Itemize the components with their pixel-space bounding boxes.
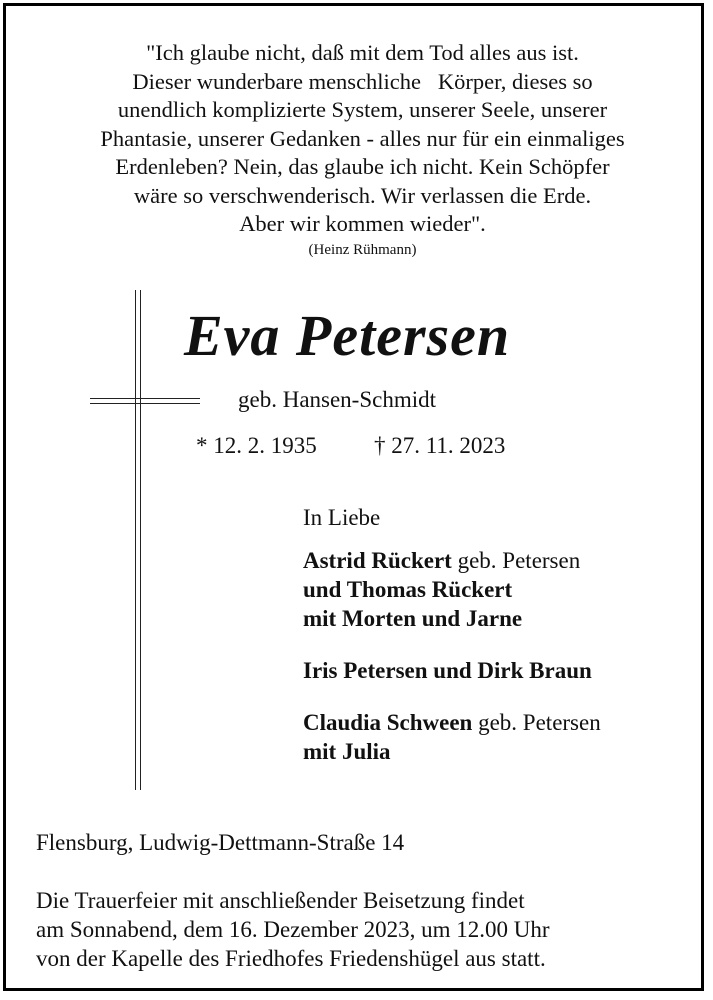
mourner-line xyxy=(303,604,601,633)
mourners-intro: In Liebe xyxy=(303,505,381,530)
mourner-name: Iris Petersen und Dirk Braun xyxy=(303,658,592,683)
obituary-frame xyxy=(3,3,704,991)
funeral-notice xyxy=(36,886,550,973)
quote-line: Erdenleben? Nein, das glaube ich nicht. Kein Schöpfer xyxy=(115,154,610,179)
notice-line: Die Trauerfeier mit anschließender Beisetzung findet xyxy=(36,888,525,913)
quote-line: Phantasie, unserer Gedanken - alles nur für ein einmaliges xyxy=(100,125,625,151)
death-date: † 27. 11. 2023 xyxy=(374,433,506,458)
notice-line: von der Kapelle des Friedhofes Friedenshügel aus statt. xyxy=(36,946,546,971)
mourner-birth-name: geb. Petersen xyxy=(472,710,601,735)
mourner-line xyxy=(303,575,601,604)
quote-source: (Heinz Rühmann) xyxy=(308,242,417,258)
mourner-children: mit Morten und Jarne xyxy=(303,606,523,631)
quote-line: wäre so verschwenderisch. Wir verlassen die Erde. xyxy=(133,182,592,208)
mourner-partner: und Thomas Rückert xyxy=(303,577,513,602)
mourners-block xyxy=(303,503,601,766)
quote-line: Aber wir kommen wieder". xyxy=(239,211,486,236)
quote-block xyxy=(26,39,699,239)
quote-line: Dieser wunderbare menschliche Körper, dieses so xyxy=(132,68,593,94)
mourner-birth-name: geb. Petersen xyxy=(451,548,581,573)
mourner-line xyxy=(303,546,601,575)
mourner-name: Astrid Rückert xyxy=(303,548,452,573)
deceased-name: Eva Petersen xyxy=(184,303,511,368)
mourner-line xyxy=(303,656,601,685)
mourner-children: mit Julia xyxy=(303,739,391,764)
cross-bar xyxy=(90,398,200,404)
birth-name: geb. Hansen-Schmidt xyxy=(238,387,437,412)
birth-date: * 12. 2. 1935 xyxy=(196,433,317,458)
quote-line: "Ich glaube nicht, daß mit dem Tod alles aus ist. xyxy=(146,40,579,65)
mourner-line xyxy=(303,737,601,766)
mourner-line xyxy=(303,708,601,737)
notice-line: am Sonnabend, dem 16. Dezember 2023, um 12.00 Uhr xyxy=(36,917,550,942)
cross-icon xyxy=(135,290,141,790)
mourner-name: Claudia Schween xyxy=(303,710,473,735)
quote-line: unendlich komplizierte System, unserer Seele, unserer xyxy=(117,97,608,122)
address: Flensburg, Ludwig-Dettmann-Straße 14 xyxy=(36,830,405,855)
